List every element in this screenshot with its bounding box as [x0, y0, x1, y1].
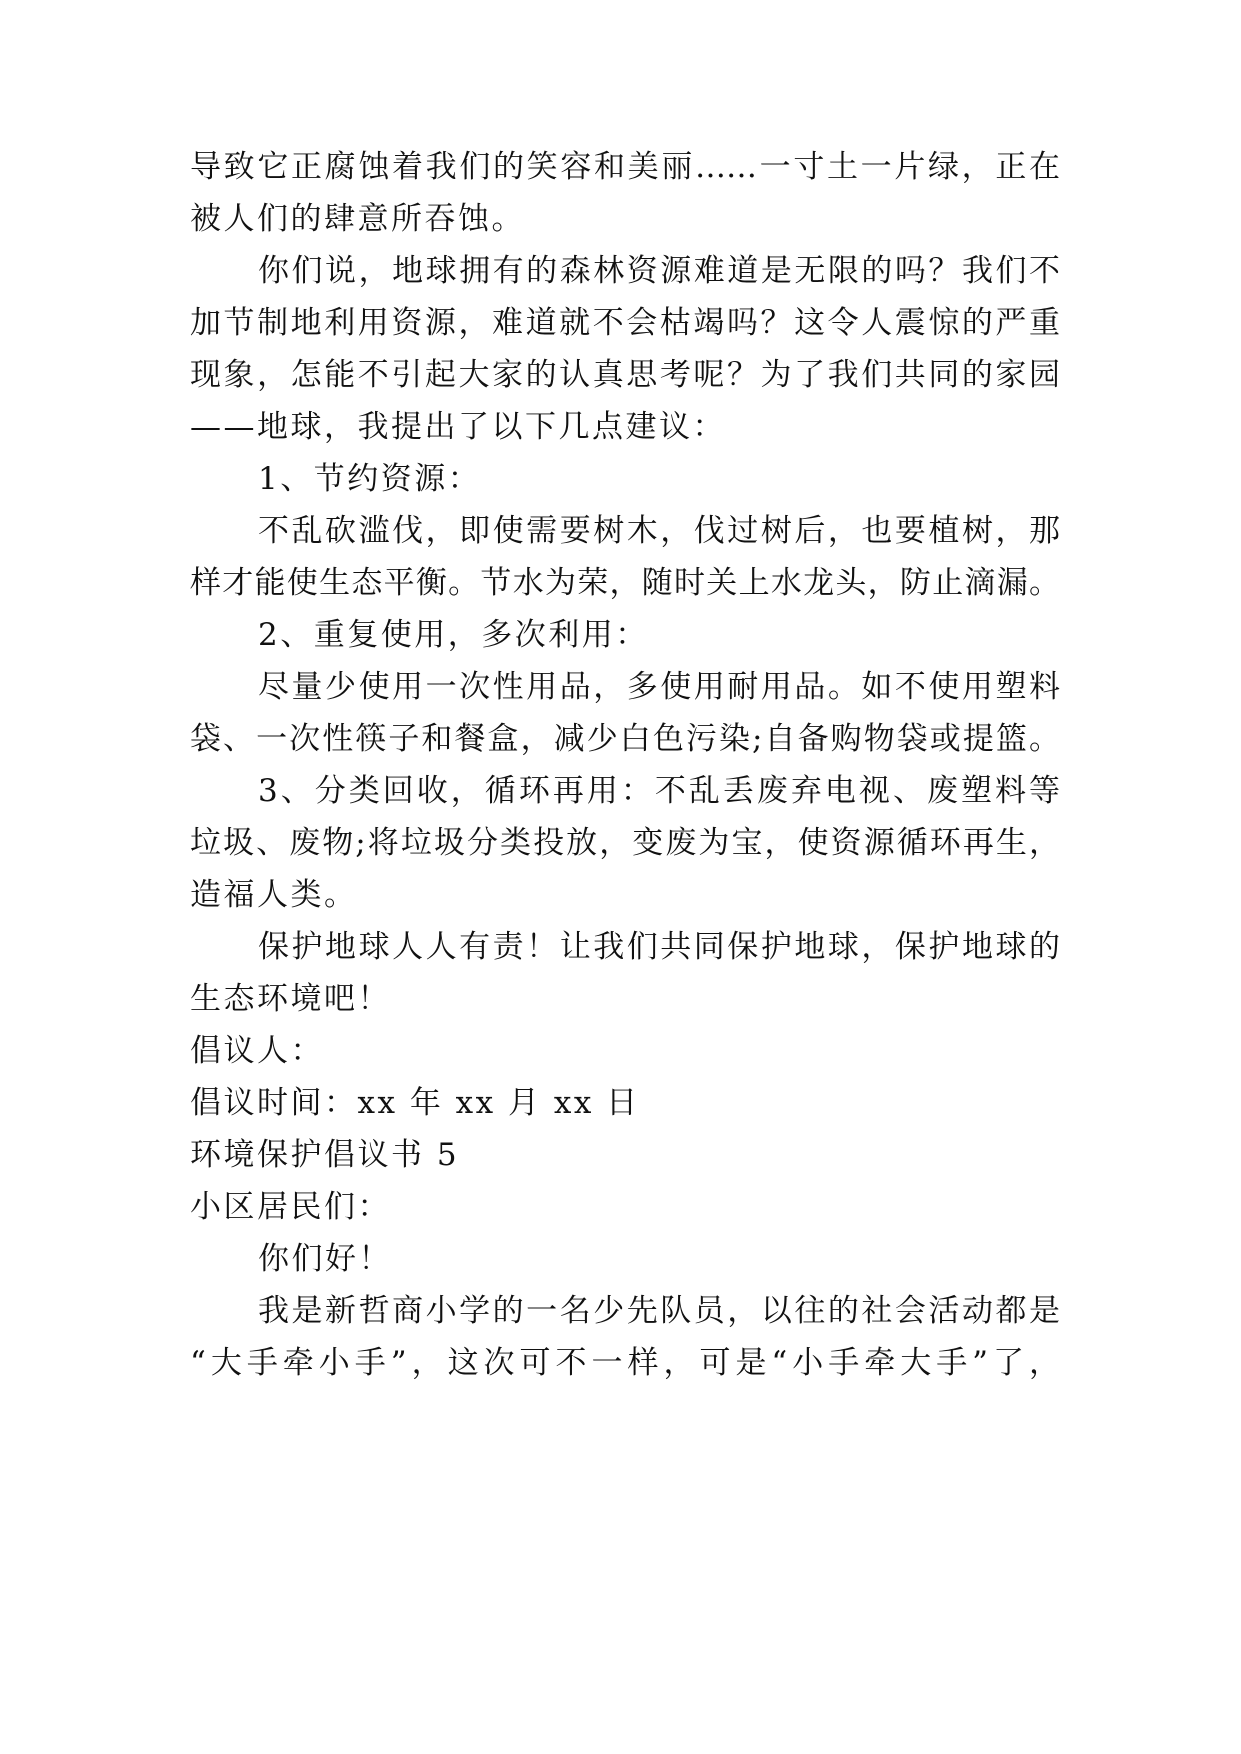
paragraph-line: 导致它正腐蚀着我们的笑容和美丽……一寸土一片绿，正在 — [190, 149, 1060, 185]
initiative-date: 倡议时间：xx 年 xx 月 xx 日 — [190, 1085, 640, 1121]
paragraph-line: 3、分类回收，循环再用：不乱丢废弃电视、废塑料等 — [258, 773, 1060, 809]
paragraph-line: 尽量少使用一次性用品，多使用耐用品。如不使用塑料 — [258, 669, 1060, 705]
paragraph-line: 被人们的肆意所吞蚀。 — [190, 201, 525, 237]
greeting: 你们好！ — [258, 1241, 392, 1277]
paragraph-line: 保护地球人人有责！让我们共同保护地球，保护地球的 — [258, 929, 1060, 965]
paragraph-line: 加节制地利用资源，难道就不会枯竭吗？这令人震惊的严重 — [190, 305, 1060, 341]
paragraph-line: ——地球，我提出了以下几点建议： — [190, 409, 726, 445]
paragraph-line: 现象，怎能不引起大家的认真思考呢？为了我们共同的家园 — [190, 357, 1060, 393]
paragraph-line: 不乱砍滥伐，即使需要树木，伐过树后，也要植树，那 — [258, 513, 1060, 549]
salutation: 小区居民们： — [190, 1189, 391, 1225]
paragraph-line: 我是新哲商小学的一名少先队员，以往的社会活动都是 — [258, 1293, 1060, 1329]
document-title: 环境保护倡议书 5 — [190, 1137, 460, 1173]
initiator-label: 倡议人： — [190, 1033, 324, 1069]
paragraph-line: 造福人类。 — [190, 877, 358, 913]
paragraph-line: 你们说，地球拥有的森林资源难道是无限的吗？我们不 — [258, 253, 1060, 289]
paragraph-line: 样才能使生态平衡。节水为荣，随时关上水龙头，防止滴漏。 — [190, 565, 1060, 601]
list-heading: 1、节约资源： — [258, 461, 482, 497]
document-page — [190, 0, 1060, 1754]
paragraph-line: 生态环境吧！ — [190, 981, 391, 1017]
paragraph-line: 袋、一次性筷子和餐盒，减少白色污染;自备购物袋或提篮。 — [190, 721, 1060, 757]
paragraph-line: 垃圾、废物;将垃圾分类投放，变废为宝，使资源循环再生， — [190, 825, 1060, 861]
paragraph-line: “大手牵小手”，这次可不一样，可是“小手牵大手”了， — [190, 1345, 1060, 1381]
list-heading: 2、重复使用，多次利用： — [258, 617, 649, 653]
